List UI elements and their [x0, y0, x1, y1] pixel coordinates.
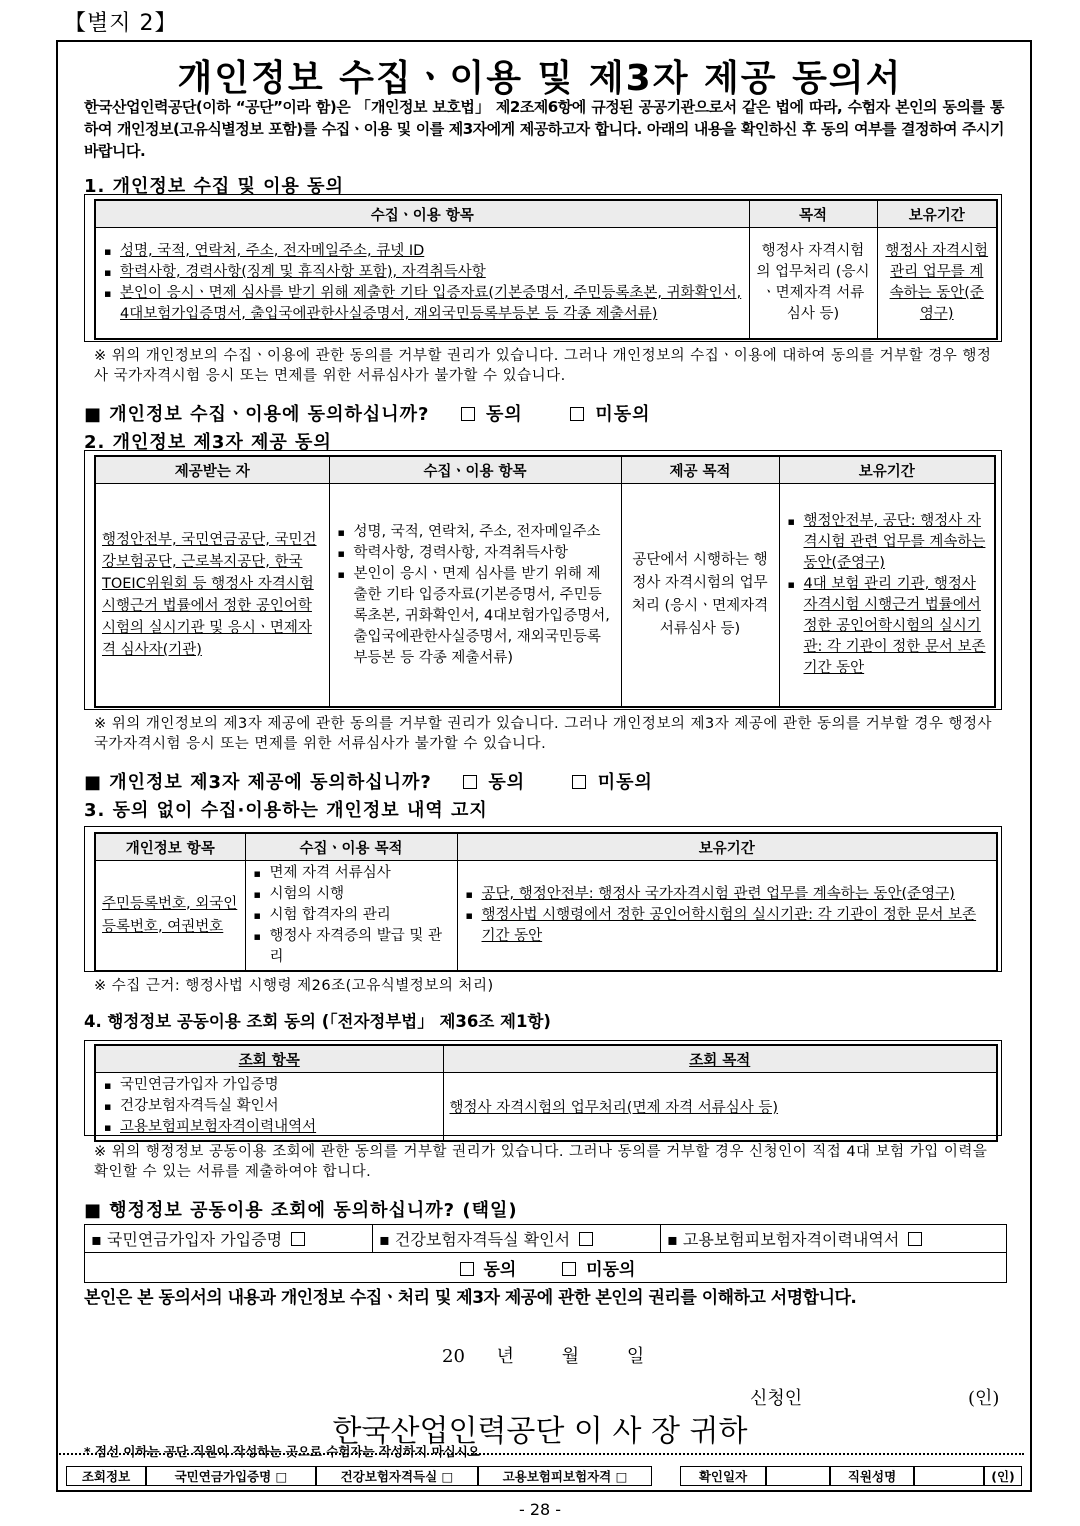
pension-checkbox[interactable] — [291, 1232, 305, 1246]
header-purpose: 수집ㆍ이용 목적 — [245, 833, 457, 861]
list-item: ▪ 행정사 자격증의 발급 및 관리 — [270, 926, 451, 968]
section-1-heading: 1. 개인정보 수집 및 이용 동의 — [84, 176, 344, 197]
list-item: ▪ 학력사항, 경력사항, 자격취득사항 — [354, 543, 615, 564]
list-item: ▪ 시험의 시행 — [270, 884, 451, 905]
header-purpose: 목적 — [749, 200, 877, 228]
section-1-table — [94, 199, 998, 340]
header-items: 개인정보 항목 — [95, 833, 245, 861]
list-item: ▪ 공단, 행정안전부: 행정사 국가자격시험 관련 업무를 계속하는 동안(준영구) — [482, 884, 991, 905]
page-title: 개인정보 수집ㆍ이용 및 제3자 제공 동의서 — [177, 58, 903, 99]
list-item: ▪ 본인이 응시ㆍ면제 심사를 받기 위해 제출한 기타 입증자료(기본증명서, 주민등록초본, 귀화확인서, 4대보험가입증명서, 출입국에관한사실증명서, 재외국민등록부등본 등 각종 제출서류) — [120, 283, 743, 325]
date-day-label: 일 — [626, 1346, 645, 1367]
disagree-checkbox[interactable] — [562, 1262, 576, 1276]
date-line — [442, 1342, 644, 1368]
disagree-checkbox[interactable] — [572, 775, 586, 789]
date-year-label: 년 — [496, 1346, 515, 1367]
date-year: 20 — [442, 1346, 465, 1367]
section-3-heading: 3. 동의 없이 수집·이용하는 개인정보 내역 고지 — [84, 800, 488, 821]
disagree-checkbox[interactable] — [570, 407, 584, 421]
health-checkbox[interactable] — [579, 1232, 593, 1246]
header-items: 수집ㆍ이용 항목 — [95, 200, 749, 228]
staff-cell: 조회정보 — [66, 1466, 146, 1486]
disagree-label: 미동의 — [597, 772, 653, 793]
staff-cell: 국민연금가입증명 □ — [146, 1466, 316, 1486]
section-4-options — [84, 1224, 1007, 1283]
list-item: ▪ 시험 합격자의 관리 — [270, 905, 451, 926]
header-items: 조회 항목 — [95, 1045, 443, 1073]
section-1-question — [84, 400, 651, 426]
list-item: ▪ 고용보험피보험자격이력내역서 — [120, 1117, 437, 1138]
seal-mark: (인) — [968, 1388, 1000, 1409]
option-employment: ▪ 고용보험피보험자격이력내역서 — [661, 1225, 1007, 1253]
section-4-question: ■ 행정정보 공동이용 조회에 동의하십니까? (택일) — [84, 1200, 518, 1221]
section-3-table — [94, 832, 998, 972]
header-period: 보유기간 — [457, 833, 997, 861]
items-cell — [95, 1073, 443, 1142]
section-4-table — [94, 1044, 998, 1142]
list-item: ▪ 성명, 국적, 연락처, 주소, 전자메일주소, 큐넷 ID — [120, 241, 743, 262]
items-cell — [329, 484, 621, 708]
question-text: ■ 개인정보 수집ㆍ이용에 동의하십니까? — [84, 404, 430, 425]
list-item: ▪ 행정사법 시행령에서 정한 공인어학시험의 실시기관: 각 기관이 정한 문서 보존기간 동안 — [482, 905, 991, 947]
agree-checkbox[interactable] — [460, 1262, 474, 1276]
page-number: - 28 - — [518, 1500, 562, 1519]
staff-cell: 건강보험자격득실 □ — [316, 1466, 478, 1486]
section-2-note: ※ 위의 개인정보의 제3자 제공에 관한 동의를 거부할 권리가 있습니다. 그러나 개인정보의 제3자 제공에 관한 동의를 거부할 경우 행정사 국가자격시험 응시 또는 면제를 위한 서류심사가 불가할 수 있습니다. — [94, 716, 993, 752]
purpose-cell: 공단에서 시행하는 행정사 자격시험의 업무처리 (응시ㆍ면제자격 서류심사 등) — [621, 484, 779, 708]
items-cell: 주민등록번호, 외국인등록번호, 여권번호 — [95, 861, 245, 972]
agree-label: 동의 — [488, 772, 526, 793]
header-items: 수집ㆍ이용 항목 — [329, 456, 621, 484]
intro-paragraph: 한국산업인력공단(이하 “공단”이라 함)은 「개인정보 보호법」 제2조제6항에 규정된 공공기관으로서 같은 법에 따라, 수험자 본인의 동의를 통하여 개인정보(고유식별정보 포함)를 수집ㆍ이용 및 이를 제3자에게 제공하고자 합니다. 아래의 내용을 확인하신 후 동의 여부를 결정하여 주시기 바랍니다. — [84, 98, 1004, 160]
cut-line — [56, 1453, 1024, 1455]
recipient-cell: 행정안전부, 국민연금공단, 국민건강보험공단, 근로복지공단, 한국TOEIC위원회 등 행정사 자격시험 시행근거 법률에서 정한 공인어학시험의 실시기관 및 응시ㆍ면제자격 심사자(기관) — [95, 484, 329, 708]
list-item: ▪ 건강보험자격득실 확인서 — [120, 1096, 437, 1117]
agree-label: 동의 — [483, 1260, 517, 1280]
staff-cell: 확인일자 — [680, 1466, 766, 1486]
section-4-heading: 4. 행정정보 공동이용 조회 동의 (「전자정부법」 제36조 제1항) — [84, 1012, 551, 1031]
applicant-label: 신청인 — [750, 1388, 803, 1409]
list-item: ▪ 면제 자격 서류심사 — [270, 863, 451, 884]
agree-row — [85, 1253, 1007, 1283]
employment-checkbox[interactable] — [908, 1232, 922, 1246]
section-2-heading: 2. 개인정보 제3자 제공 동의 — [84, 432, 332, 453]
date-month-label: 월 — [561, 1346, 580, 1367]
header-period: 보유기간 — [779, 456, 995, 484]
list-item: ▪ 본인이 응시ㆍ면제 심사를 받기 위해 제출한 기타 입증자료(기본증명서, 주민등록초본, 귀화확인서, 4대보험가입증명서, 출입국에관한사실증명서, 재외국민등록부등본 등 각종 제출서류) — [354, 564, 615, 669]
period-cell — [779, 484, 995, 708]
period-cell — [457, 861, 997, 972]
addressee: 한국산업인력공단 이 사 장 귀하 — [332, 1414, 748, 1449]
agree-label: 동의 — [486, 404, 523, 425]
option-health: ▪ 건강보험자격득실 확인서 — [373, 1225, 661, 1253]
question-text: ■ 개인정보 제3자 제공에 동의하십니까? — [84, 772, 432, 793]
staff-note: * 점선 이하는 공단 직원이 작성하는 곳으로 수험자는 작성하지 마십시오 — [84, 1444, 480, 1459]
list-item: ▪ 4대 보험 관리 기관, 행정사 자격시험 시행근거 법률에서 정한 공인어학시험의 실시기관: 각 기관이 정한 문서 보존기간 동안 — [804, 574, 989, 679]
period-cell: 행정사 자격시험 관리 업무를 계속하는 동안(준영구) — [877, 228, 997, 340]
header-period: 보유기간 — [877, 200, 997, 228]
section-2-question — [84, 768, 653, 794]
list-item: ▪ 행정안전부, 공단: 행정사 자격시험 관련 업무를 계속하는 동안(준영구) — [804, 511, 989, 574]
list-item: ▪ 성명, 국적, 연락처, 주소, 전자메일주소 — [354, 522, 615, 543]
agree-checkbox[interactable] — [463, 775, 477, 789]
staff-cell: 직원성명 — [830, 1466, 914, 1486]
option-pension: ▪ 국민연금가입자 가입증명 — [85, 1225, 373, 1253]
staff-date-input[interactable] — [766, 1466, 830, 1486]
staff-seal: (인) — [984, 1466, 1022, 1486]
disagree-label: 미동의 — [595, 404, 651, 425]
purpose-cell: 행정사 자격시험의 업무처리(면제 자격 서류심사 등) — [443, 1073, 997, 1142]
disagree-label: 미동의 — [586, 1260, 636, 1280]
items-cell — [95, 228, 749, 340]
staff-cell: 고용보험피보험자격 □ — [478, 1466, 652, 1486]
section-3-note: ※ 수집 근거: 행정사법 시행령 제26조(고유식별정보의 처리) — [94, 978, 494, 994]
staff-table — [66, 1466, 1022, 1488]
form-tag: 【별지 2】 — [64, 11, 178, 36]
agree-checkbox[interactable] — [461, 407, 475, 421]
section-1-note: ※ 위의 개인정보의 수집ㆍ이용에 관한 동의를 거부할 권리가 있습니다. 그러나 개인정보의 수집ㆍ이용에 대하여 동의를 거부할 경우 행정사 국가자격시험 응시 또는 면제를 위한 서류심사가 불가할 수 있습니다. — [94, 348, 992, 384]
section-2-table — [94, 455, 996, 708]
section-4-note: ※ 위의 행정정보 공동이용 조회에 관한 동의를 거부할 권리가 있습니다. 그러나 동의를 거부할 경우 신청인이 직접 4대 보험 가입 이력을 확인할 수 있는 서류를 제출하여야 합니다. — [94, 1144, 988, 1180]
purpose-cell: 행정사 자격시험의 업무처리 (응시ㆍ면제자격 서류심사 등) — [749, 228, 877, 340]
list-item: ▪ 학력사항, 경력사항(징계 및 휴직사항 포함), 자격취득사항 — [120, 262, 743, 283]
staff-name-input[interactable] — [914, 1466, 984, 1486]
closing-statement: 본인은 본 동의서의 내용과 개인정보 수집ㆍ처리 및 제3자 제공에 관한 본인의 권리를 이해하고 서명합니다. — [84, 1288, 857, 1308]
header-recipient: 제공받는 자 — [95, 456, 329, 484]
header-purpose: 조회 목적 — [443, 1045, 997, 1073]
purpose-cell — [245, 861, 457, 972]
list-item: ▪ 국민연금가입자 가입증명 — [120, 1075, 437, 1096]
header-purpose: 제공 목적 — [621, 456, 779, 484]
